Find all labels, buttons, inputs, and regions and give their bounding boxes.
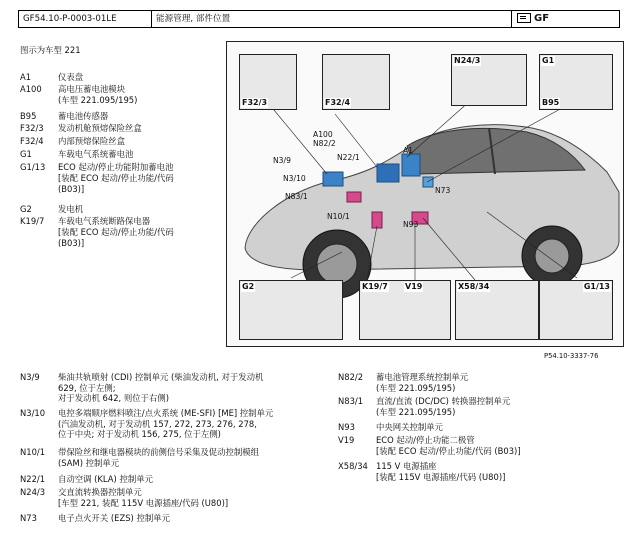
inset-n24-3 (451, 54, 527, 106)
callout-n93: N93 (403, 220, 419, 229)
inset-label: V19 (405, 282, 423, 291)
pointing-hand-icon (517, 13, 531, 23)
callout-n22-1: N22/1 (337, 153, 360, 162)
figure-reference: P54.10-3337-76 (544, 352, 599, 360)
figure-subtitle: 图示为车型 221 (20, 45, 81, 55)
callout-n83-1: N83/1 (285, 192, 308, 201)
inset-x58-34 (455, 280, 539, 340)
callout-n82-2: N82/2 (313, 139, 336, 148)
doc-tag (513, 11, 617, 27)
inset-f32-4 (322, 54, 390, 110)
inset-g2 (239, 280, 343, 340)
doc-tag-text: GF (534, 13, 550, 24)
inset-label: F32/3 (242, 98, 268, 107)
document-header (18, 10, 620, 28)
inset-label: K19/7 (362, 282, 388, 291)
inset-label: X58/34 (458, 282, 490, 291)
inset-g1-b95 (539, 54, 613, 110)
inset-f32-3 (239, 54, 297, 110)
callout-a1: A1 (403, 146, 414, 155)
doc-id: GF54.10-P-0003-01LE (19, 11, 152, 27)
callout-a100: A100 (313, 130, 333, 139)
doc-title: 能源管理, 部件位置 (152, 11, 512, 27)
inset-label: G2 (242, 282, 255, 291)
inset-label: N24/3 (454, 56, 481, 65)
callout-n10-1: N10/1 (327, 212, 350, 221)
component-location-figure (226, 41, 624, 347)
inset-label: G1 (542, 56, 555, 65)
callout-n3-10: N3/10 (283, 174, 306, 183)
inset-g1-13 (539, 280, 613, 340)
inset-label: G1/13 (583, 282, 610, 291)
callout-n3-9: N3/9 (273, 156, 291, 165)
inset-label: B95 (542, 98, 560, 107)
inset-k19-7-v19 (359, 280, 451, 340)
callout-n73: N73 (435, 186, 451, 195)
inset-label: F32/4 (325, 98, 351, 107)
